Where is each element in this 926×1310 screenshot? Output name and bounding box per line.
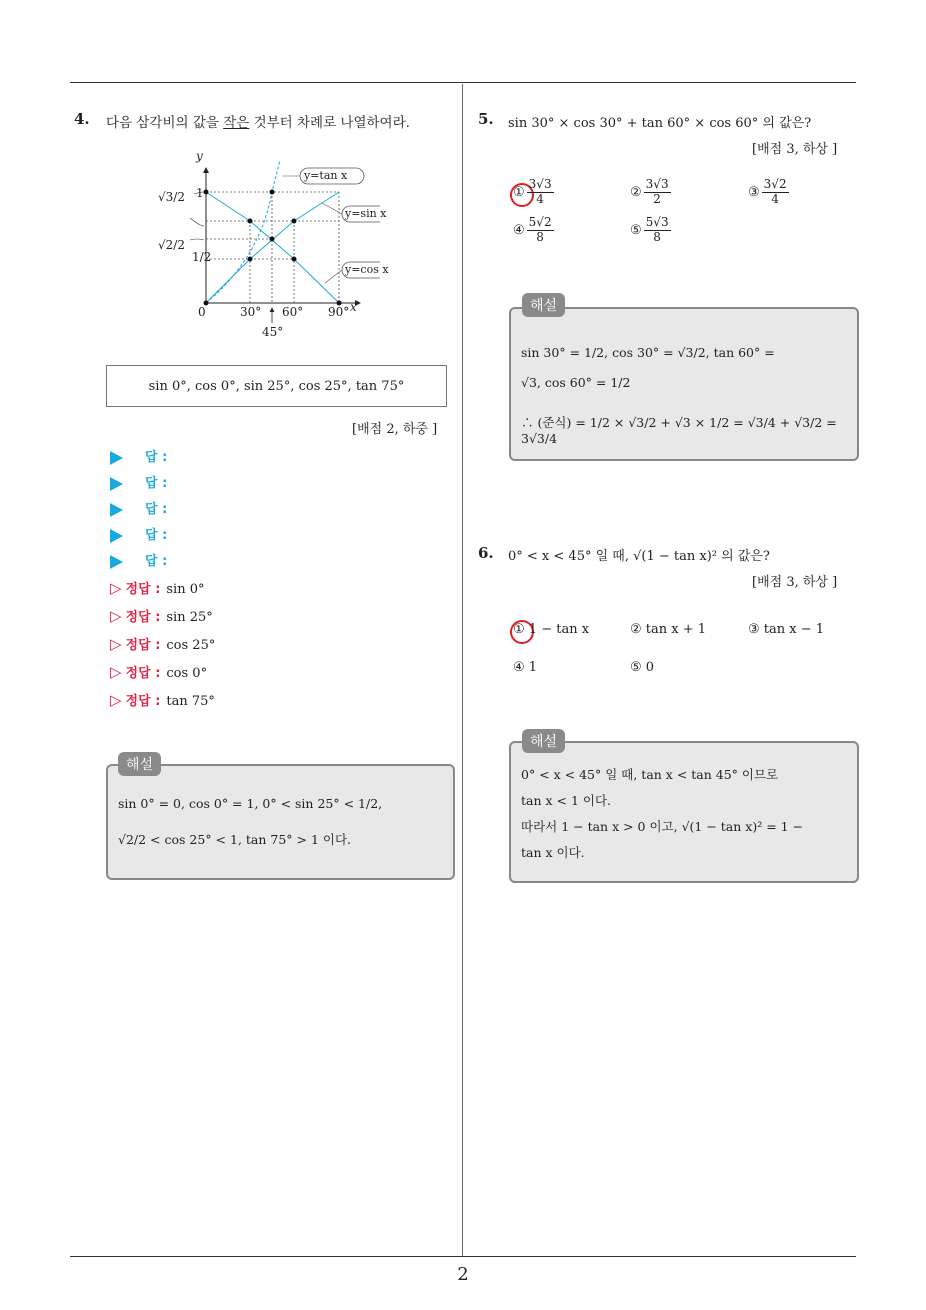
y-tick-sqrt2-2: √2/2 xyxy=(158,238,185,252)
correct-row: ▷ 정답 : sin 0° xyxy=(110,579,205,597)
q5-choice-2[interactable]: ② $\frac{3√3}{2}$ xyxy=(630,177,669,206)
q6-expl-line3: 따라서 1 − tan x > 0 이고, √(1 − tan x)² = 1 − xyxy=(521,819,804,834)
play-outline-icon: ▷ xyxy=(110,663,122,681)
x-tick-30: 30° xyxy=(240,305,262,319)
q6-choice-5[interactable]: ⑤ 0 xyxy=(630,660,655,675)
y-tick-one: 1 xyxy=(196,186,204,200)
answer-row[interactable]: 답 : xyxy=(110,524,167,543)
play-outline-icon: ▷ xyxy=(110,607,122,625)
y-tick-half: 1/2 xyxy=(192,250,212,264)
q6-score: [배점 3, 하상 ] xyxy=(752,575,838,590)
y-tick-sqrt3-2: √3/2 xyxy=(158,190,185,204)
correct-row: ▷ 정답 : cos 0° xyxy=(110,663,208,681)
tan-label: y=tan x xyxy=(304,169,348,182)
tan-curve xyxy=(206,160,280,303)
correct-row: ▷ 정답 : tan 75° xyxy=(110,691,215,709)
correct-row: ▷ 정답 : sin 25° xyxy=(110,607,213,625)
play-icon xyxy=(110,451,123,465)
sin-curve xyxy=(206,192,339,303)
cos-curve xyxy=(206,192,339,303)
q6-choice-4[interactable]: ④ 1 xyxy=(513,660,538,675)
play-icon xyxy=(110,529,123,543)
cos-label: y=cos x xyxy=(345,263,389,276)
x-tick-90: 90° xyxy=(328,305,350,319)
q5-choice-3[interactable]: ③ $\frac{3√2}{4}$ xyxy=(748,177,787,206)
play-icon xyxy=(110,503,123,517)
q5-explanation xyxy=(509,307,859,461)
answer-row[interactable]: 답 : xyxy=(110,472,167,491)
bottom-rule xyxy=(70,1256,856,1257)
correct-row: ▷ 정답 : cos 25° xyxy=(110,635,216,653)
q5-expl-line3: ∴ (준식) = 1/2 × √3/2 + √3 × 1/2 = √3/4 + √3/2 = 3√3/4 xyxy=(521,415,837,446)
q6-choice-2[interactable]: ② tan x + 1 xyxy=(630,622,707,637)
q6-expl-line1: 0° < x < 45° 일 때, tan x < tan 45° 이므로 xyxy=(521,767,779,782)
play-icon xyxy=(110,477,123,491)
q5-choice-1[interactable]: ① $\frac{3√3}{4}$ xyxy=(513,177,552,206)
answer-row[interactable]: 답 : xyxy=(110,446,167,465)
q4-score: [배점 2, 하중 ] xyxy=(352,422,438,437)
q4-text: 다음 삼각비의 값을 작은 것부터 차례로 나열하여라. xyxy=(106,115,410,131)
q5-text: sin 30° × cos 30° + tan 60° × cos 60° 의 값은? xyxy=(508,116,812,131)
page-number: 2 xyxy=(457,1264,469,1285)
q5-expl-line1: sin 30° = 1/2, cos 30° = √3/2, tan 60° = xyxy=(521,345,775,360)
q5-choice-4[interactable]: ④ $\frac{5√2}{8}$ xyxy=(513,215,552,244)
answer-row[interactable]: 답 : xyxy=(110,550,167,569)
q4-number: 4. xyxy=(74,110,90,128)
q6-expl-line2: tan x < 1 이다. xyxy=(521,793,612,808)
q5-expl-tag: 해설 xyxy=(522,293,565,317)
x-tick-60: 60° xyxy=(282,305,304,319)
q5-expl-line2: √3, cos 60° = 1/2 xyxy=(521,375,631,390)
play-outline-icon: ▷ xyxy=(110,635,122,653)
graph-y-label: y xyxy=(196,149,203,163)
column-divider xyxy=(462,84,463,1256)
answer-row[interactable]: 답 : xyxy=(110,498,167,517)
q4-given-box xyxy=(106,365,447,407)
q6-text: 0° < x < 45° 일 때, √(1 − tan x)² 의 값은? xyxy=(508,549,770,564)
play-outline-icon: ▷ xyxy=(110,579,122,597)
q5-number: 5. xyxy=(478,110,494,128)
q4-expl-tag: 해설 xyxy=(118,752,161,776)
q5-score: [배점 3, 하상 ] xyxy=(752,142,838,157)
q5-choice-5[interactable]: ⑤ $\frac{5√3}{8}$ xyxy=(630,215,669,244)
x-tick-45: 45° xyxy=(262,325,284,339)
q6-choice-3[interactable]: ③ tan x − 1 xyxy=(748,622,825,637)
q6-explanation xyxy=(509,741,859,883)
q6-choice-1[interactable]: ① 1 − tan x xyxy=(513,622,590,637)
play-icon xyxy=(110,555,123,569)
play-outline-icon: ▷ xyxy=(110,691,122,709)
q4-explanation xyxy=(106,764,455,880)
q6-number: 6. xyxy=(478,544,494,562)
top-rule xyxy=(70,82,856,83)
graph-x-label: x xyxy=(350,300,357,314)
sin-label: y=sin x xyxy=(345,207,387,220)
q4-given-text: sin 0°, cos 0°, sin 25°, cos 25°, tan 75° xyxy=(148,378,405,394)
x-tick-0: 0 xyxy=(198,305,206,319)
q4-expl-line1: sin 0° = 0, cos 0° = 1, 0° < sin 25° < 1/2, xyxy=(118,796,383,811)
q6-expl-tag: 해설 xyxy=(522,729,565,753)
q6-expl-line4: tan x 이다. xyxy=(521,845,585,860)
q4-expl-line2: √2/2 < cos 25° < 1, tan 75° > 1 이다. xyxy=(118,832,352,847)
